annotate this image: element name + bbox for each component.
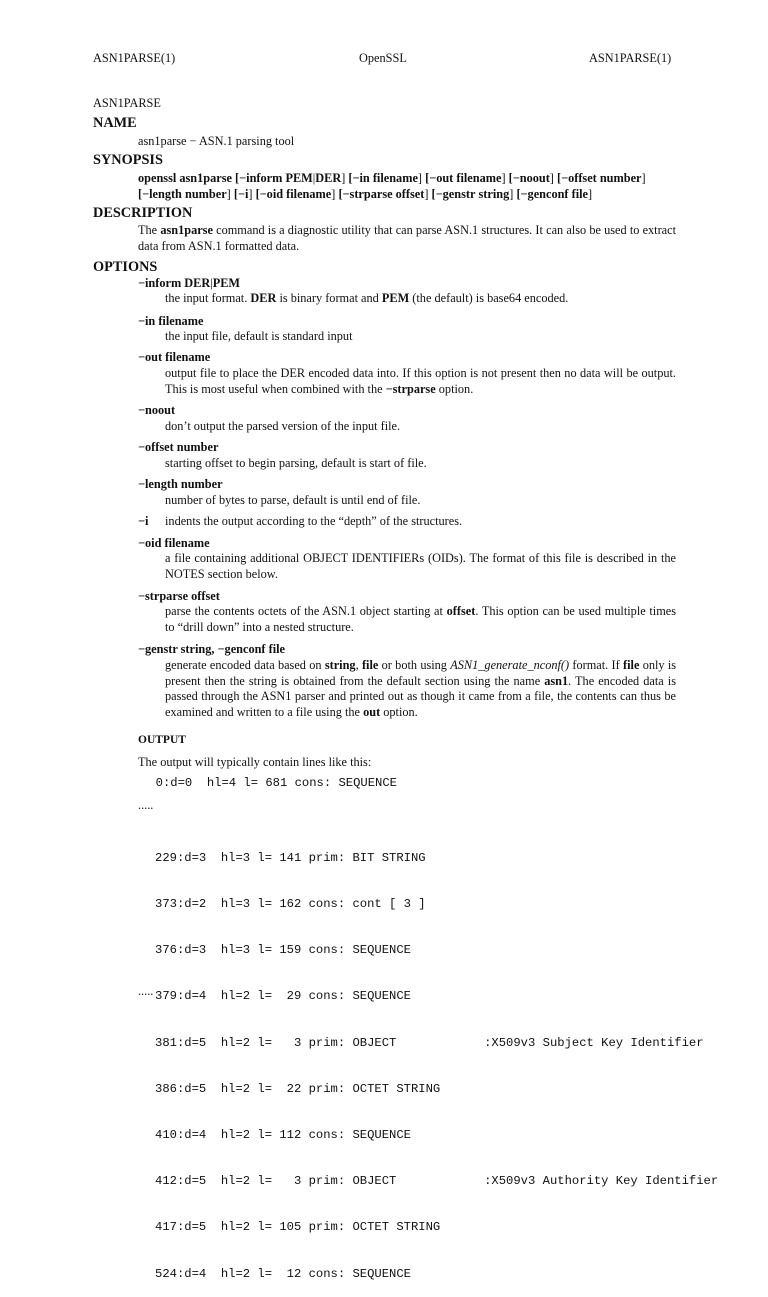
header-right: ASN1PARSE(1) — [589, 51, 672, 65]
option-noout-label: −noout — [138, 403, 176, 417]
output-intro: The output will typically contain lines like this: — [138, 755, 372, 769]
option-inform-desc: the input format. DER is binary format and PEM (the default) is base64 encoded. — [165, 291, 569, 305]
option-offset-desc: starting offset to begin parsing, default is start of file. — [165, 456, 427, 470]
option-genstr-desc: generate encoded data based on string, file or both using ASN1_generate_nconf() format. If file only is present then the string is obtained from the default section using the name asn1. The encoded data is passed through the ASN1 parser and printed out as though it came from a file, the contents can thus be examined and written to a file using the out option. — [165, 658, 677, 719]
option-noout-desc: don’t output the parsed version of the input file. — [165, 419, 401, 433]
option-inform-label: −inform DER|PEM — [138, 276, 241, 290]
name-text: asn1parse − ASN.1 parsing tool — [138, 134, 295, 148]
option-length-label: −length number — [138, 477, 223, 491]
output-line: 386:d=5 hl=2 l= 22 prim: OCTET STRING — [155, 1081, 441, 1096]
page-title: ASN1PARSE — [93, 96, 161, 110]
output-line: 524:d=4 hl=2 l= 12 cons: SEQUENCE — [155, 1266, 411, 1281]
header-center: OpenSSL — [359, 51, 407, 65]
option-oid-label: −oid filename — [138, 536, 210, 550]
output-line: 412:d=5 hl=2 l= 3 prim: OBJECT :X509v3 Authority Key Identifier — [155, 1174, 719, 1189]
synopsis-heading: SYNOPSIS — [93, 152, 163, 168]
output-line: 229:d=3 hl=3 l= 141 prim: BIT STRING — [155, 850, 426, 865]
option-in-label: −in filename — [138, 314, 204, 328]
option-genstr-label: −genstr string, −genconf file — [138, 642, 285, 656]
output-line: 410:d=4 hl=2 l= 112 cons: SEQUENCE — [155, 1128, 411, 1143]
option-strparse-label: −strparse offset — [138, 589, 220, 603]
options-heading: OPTIONS — [93, 259, 158, 275]
output-ellipsis-2: ..... — [138, 984, 154, 998]
option-length-desc: number of bytes to parse, default is until end of file. — [165, 493, 421, 507]
option-out-label: −out filename — [138, 350, 211, 364]
output-line: 373:d=2 hl=3 l= 162 cons: cont [ 3 ] — [155, 897, 426, 912]
output-first-line: 0:d=0 hl=4 l= 681 cons: SEQUENCE — [141, 776, 397, 790]
option-i-label: −i — [138, 514, 149, 528]
output-line: 379:d=4 hl=2 l= 29 cons: SEQUENCE — [155, 989, 411, 1004]
option-strparse-desc: parse the contents octets of the ASN.1 object starting at offset. This option can be used multiple times to “drill down” into a nested structure. — [165, 604, 677, 634]
output-listing — [155, 820, 718, 1297]
output-ellipsis-1: ..... — [138, 798, 154, 812]
header-left: ASN1PARSE(1) — [93, 51, 176, 65]
output-line: 417:d=5 hl=2 l= 105 prim: OCTET STRING — [155, 1220, 441, 1235]
option-i-desc: indents the output according to the “depth” of the structures. — [165, 514, 463, 528]
description-text: The asn1parse command is a diagnostic utility that can parse ASN.1 structures. It can also be used to extract data from ASN.1 formatted data. — [138, 223, 677, 253]
synopsis-text: openssl asn1parse [−inform PEM|DER] [−in filename] [−out filename] [−noout] [−offset number] [−length number] [−i] [−oid filename] [−strparse offset] [−genstr string] [−genconf file] — [138, 171, 646, 201]
output-heading: OUTPUT — [138, 734, 186, 746]
name-heading: NAME — [93, 115, 137, 131]
output-line: 381:d=5 hl=2 l= 3 prim: OBJECT :X509v3 Subject Key Identifier — [155, 1035, 704, 1050]
option-offset-label: −offset number — [138, 440, 219, 454]
description-heading: DESCRIPTION — [93, 205, 193, 221]
output-line: 376:d=3 hl=3 l= 159 cons: SEQUENCE — [155, 943, 411, 958]
option-in-desc: the input file, default is standard input — [165, 329, 353, 343]
option-out-desc: output file to place the DER encoded data into. If this option is not present then no data will be output. This is most useful when combined with the −strparse option. — [165, 366, 676, 396]
option-oid-desc: a file containing additional OBJECT IDENTIFIERs (OIDs). The format of this file is described in the NOTES section below. — [165, 551, 676, 581]
